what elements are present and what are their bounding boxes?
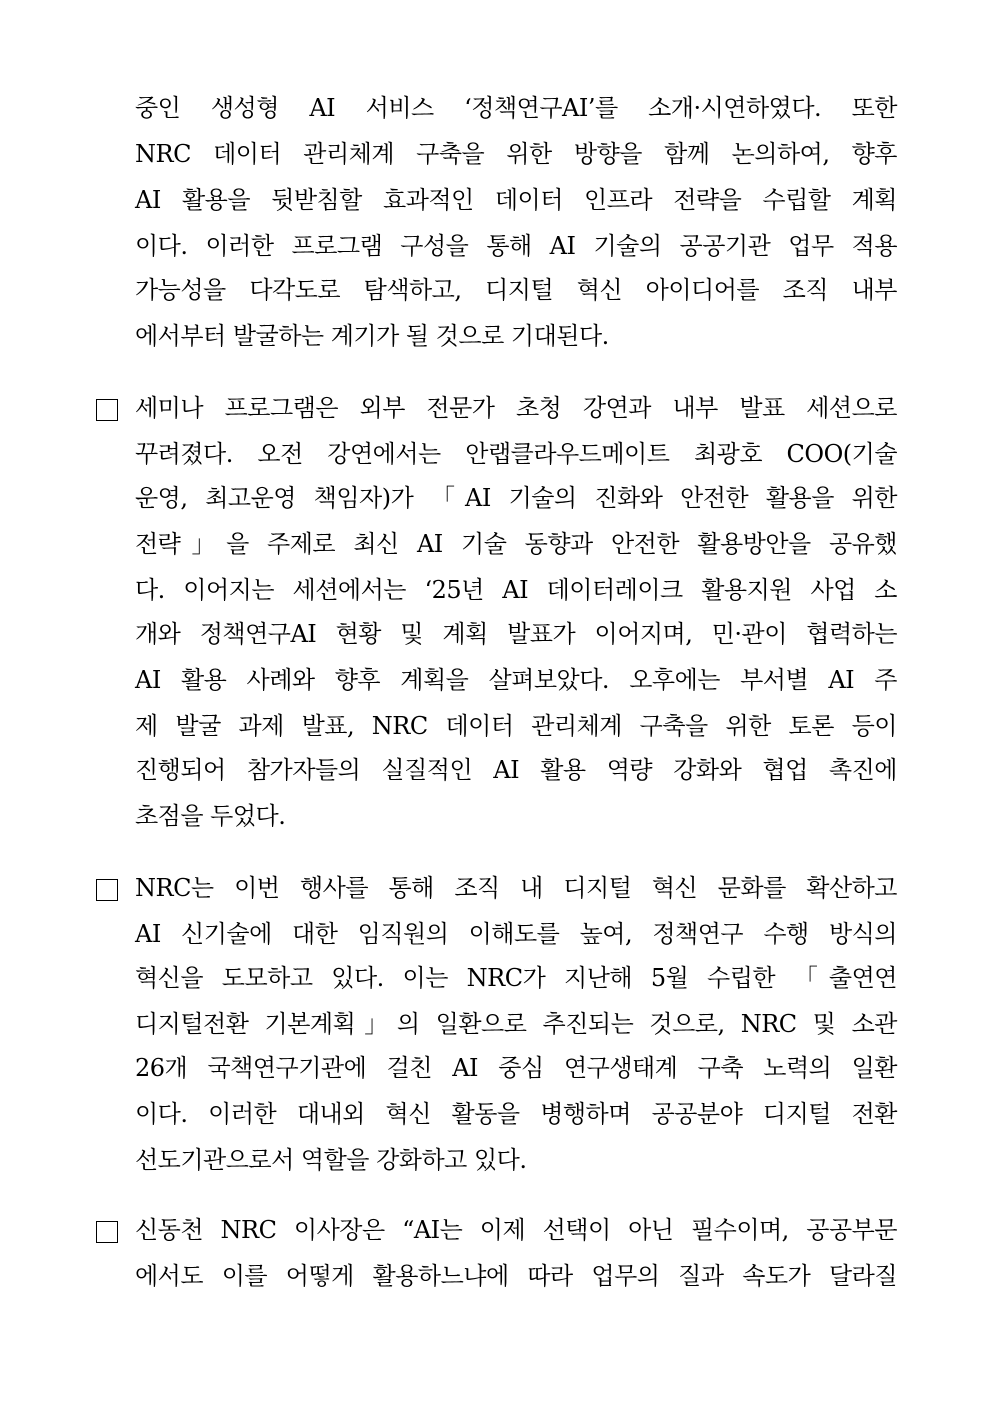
text-line: NRC 데이터 관리체계 구축을 위한 방향을 함께 논의하여, 향후 [135,140,897,168]
text-line: AI 신기술에 대한 임직원의 이해도를 높여, 정책연구 수행 방식의 [135,920,897,948]
text-line: 진행되어 참가자들의 실질적인 AI 활용 역량 강화와 협업 촉진에 [135,756,897,784]
checkbox-bullet-icon [96,879,118,901]
text-line: 에서도 이를 어떻게 활용하느냐에 따라 업무의 질과 속도가 달라질 [135,1262,897,1290]
text-line: 신동천 NRC 이사장은 “AI는 이제 선택이 아닌 필수이며, 공공부문 [135,1216,897,1244]
text-line: 세미나 프로그램은 외부 전문가 초청 강연과 내부 발표 세션으로 [135,394,897,422]
text-line: 디지털전환 기본계획」의 일환으로 추진되는 것으로, NRC 및 소관 [135,1010,897,1038]
text-line: 혁신을 도모하고 있다. 이는 NRC가 지난해 5월 수립한 「출연연 [135,964,897,992]
text-line: 초점을 두었다. [135,802,286,830]
text-line: 제 발굴 과제 발표, NRC 데이터 관리체계 구축을 위한 토론 등이 [135,712,897,740]
text-line: 26개 국책연구기관에 걸친 AI 중심 연구생태계 구축 노력의 일환 [135,1054,897,1082]
text-line: NRC는 이번 행사를 통해 조직 내 디지털 혁신 문화를 확산하고 [135,874,897,902]
text-line: 중인 생성형 AI 서비스 ‘정책연구AI’를 소개·시연하였다. 또한 [135,94,897,122]
text-line: 이다. 이러한 대내외 혁신 활동을 병행하며 공공분야 디지털 전환 [135,1100,897,1128]
checkbox-bullet-icon [96,399,118,421]
text-line: 에서부터 발굴하는 계기가 될 것으로 기대된다. [135,322,609,350]
text-line: 선도기관으로서 역할을 강화하고 있다. [135,1146,527,1174]
text-line: 이다. 이러한 프로그램 구성을 통해 AI 기술의 공공기관 업무 적용 [135,232,897,260]
text-line: 전략」을 주제로 최신 AI 기술 동향과 안전한 활용방안을 공유했 [135,530,897,558]
text-line: 개와 정책연구AI 현황 및 계획 발표가 이어지며, 민·관이 협력하는 [135,620,897,648]
checkbox-bullet-icon [96,1221,118,1243]
text-line: 운영, 최고운영 책임자)가 「AI 기술의 진화와 안전한 활용을 위한 [135,484,897,512]
text-line: 가능성을 다각도로 탐색하고, 디지털 혁신 아이디어를 조직 내부 [135,276,897,304]
text-line: AI 활용을 뒷받침할 효과적인 데이터 인프라 전략을 수립할 계획 [135,186,897,214]
text-line: AI 활용 사례와 향후 계획을 살펴보았다. 오후에는 부서별 AI 주 [135,666,897,694]
text-line: 꾸려졌다. 오전 강연에서는 안랩클라우드메이트 최광호 COO(기술 [135,440,897,468]
text-line: 다. 이어지는 세션에서는 ‘25년 AI 데이터레이크 활용지원 사업 소 [135,576,897,604]
